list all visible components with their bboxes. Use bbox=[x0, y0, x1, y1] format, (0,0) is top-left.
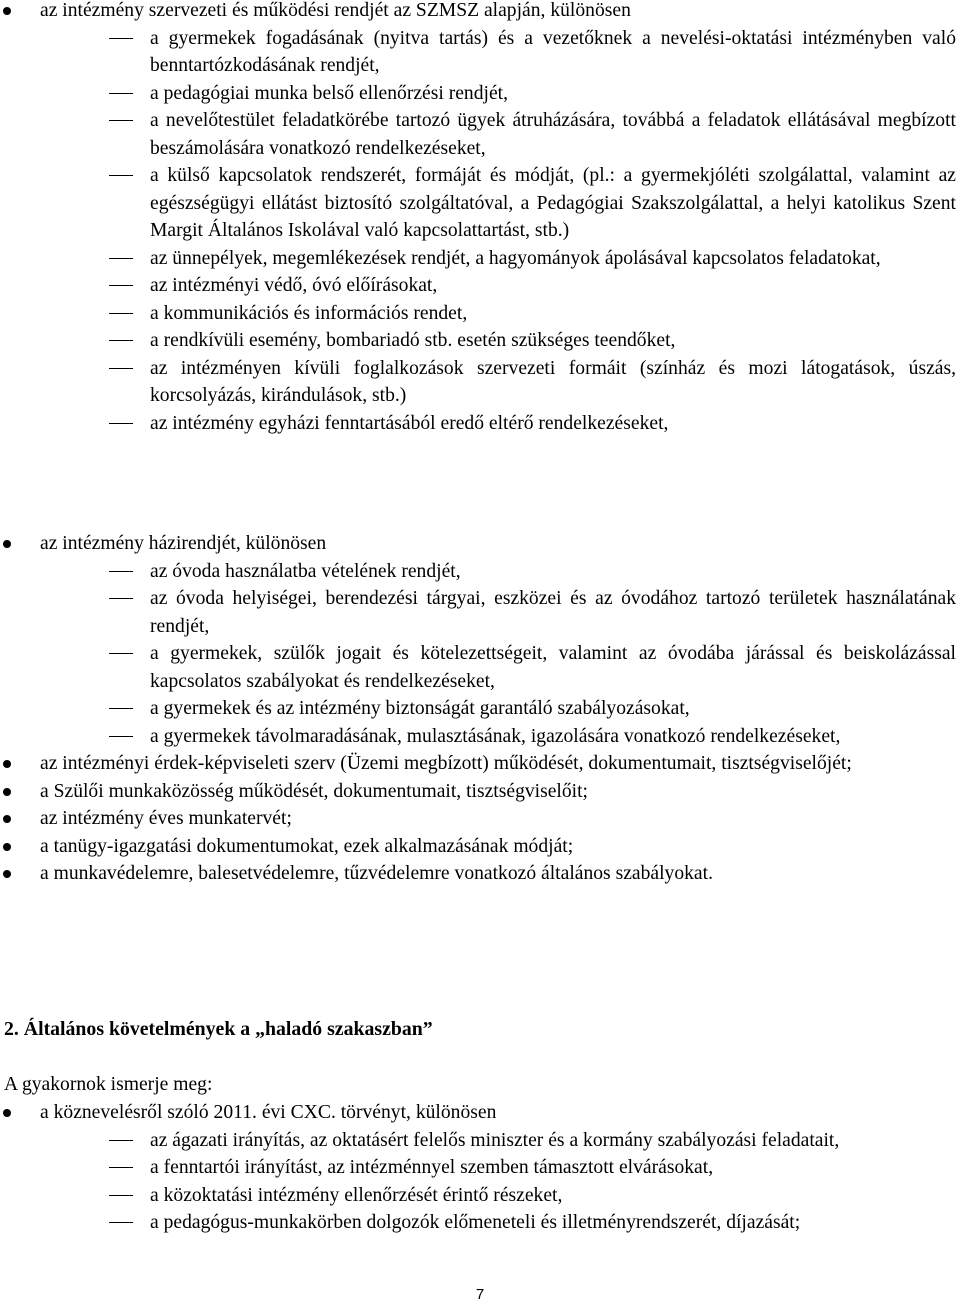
dash-text: a rendkívüli esemény, bombariadó stb. esetén szükséges teendőket, bbox=[150, 330, 676, 351]
bullet-text: az intézmény szervezeti és működési rendjét az SZMSZ alapján, különösen bbox=[40, 0, 631, 21]
bullet-item bbox=[0, 805, 960, 833]
bullet-icon bbox=[3, 1109, 11, 1117]
dash-item bbox=[0, 723, 960, 751]
bullet-item bbox=[0, 750, 960, 778]
dash-text: az intézményi védő, óvó előírásokat, bbox=[150, 275, 438, 296]
page-number: 7 bbox=[475, 1286, 485, 1303]
dash-text: az óvoda használatba vételének rendjét, bbox=[150, 560, 461, 582]
dash-icon bbox=[109, 285, 133, 286]
dash-text: a gyermekek és az intézmény biztonságát garantáló szabályozásokat, bbox=[150, 698, 690, 719]
dash-icon bbox=[109, 653, 133, 654]
dash-item bbox=[0, 558, 960, 586]
dash-item bbox=[0, 327, 960, 355]
dash-item bbox=[0, 245, 960, 273]
dash-icon bbox=[109, 340, 133, 341]
dash-icon bbox=[109, 38, 133, 39]
dash-icon bbox=[109, 423, 133, 424]
dash-text: a pedagógiai munka belső ellenőrzési rendjét, bbox=[150, 82, 508, 104]
dash-icon bbox=[109, 1167, 133, 1168]
dash-text: a fenntartói irányítást, az intézménnyel szemben támasztott elvárásokat, bbox=[150, 1157, 714, 1178]
dash-icon bbox=[109, 736, 133, 737]
intro-text: A gyakornok ismerje meg: bbox=[4, 1074, 213, 1095]
bullet-icon bbox=[3, 788, 11, 796]
dash-text: az óvoda helyiségei, berendezési tárgyai, eszközei és az óvodához tartozó területek használatának rendjét, bbox=[150, 588, 956, 637]
dash-icon bbox=[109, 708, 133, 709]
bullet-text: a tanügy-igazgatási dokumentumokat, ezek alkalmazásának módját; bbox=[40, 835, 574, 857]
dash-icon bbox=[109, 93, 133, 94]
dash-item bbox=[0, 410, 960, 438]
dash-item bbox=[0, 585, 960, 640]
dash-text: a gyermekek távolmaradásának, mulasztásának, igazolására vonatkozó rendelkezéseket, bbox=[150, 725, 841, 747]
dash-text: a kommunikációs és információs rendet, bbox=[150, 302, 468, 324]
dash-item bbox=[0, 300, 960, 328]
bullet-icon bbox=[3, 870, 11, 878]
dash-item bbox=[0, 355, 960, 410]
dash-text: az ünnepélyek, megemlékezések rendjét, a hagyományok ápolásával kapcsolatos feladatokat, bbox=[150, 247, 881, 269]
bullet-text: az intézmény éves munkatervét; bbox=[40, 808, 292, 829]
dash-icon bbox=[109, 175, 133, 176]
dash-text: az intézményen kívüli foglalkozások szervezeti formáit (színház és mozi látogatások, úszás, korcsolyázás, kirándulások, stb.) bbox=[150, 357, 956, 406]
dash-item bbox=[0, 1209, 960, 1237]
section-szmsz bbox=[0, 0, 960, 437]
bullet-item bbox=[0, 1099, 960, 1127]
dash-icon bbox=[109, 1222, 133, 1223]
dash-item bbox=[0, 162, 960, 245]
bullet-icon bbox=[3, 843, 11, 851]
bullet-item bbox=[0, 860, 960, 888]
bullet-text: a Szülői munkaközösség működését, dokumentumait, tisztségviselőit; bbox=[40, 780, 589, 802]
dash-icon bbox=[109, 258, 133, 259]
dash-icon bbox=[109, 1140, 133, 1141]
dash-text: az ágazati irányítás, az oktatásért felelős miniszter és a kormány szabályozási feladatait, bbox=[150, 1129, 840, 1151]
dash-item bbox=[0, 272, 960, 300]
bullet-item bbox=[0, 833, 960, 861]
dash-item bbox=[0, 80, 960, 108]
dash-icon bbox=[109, 120, 133, 121]
bullet-text: az intézményi érdek-képviseleti szerv (Üzemi megbízott) működését, dokumentumait, tisztségviselőjét; bbox=[40, 753, 852, 774]
dash-text: a nevelőtestület feladatkörébe tartozó ügyek átruházására, továbbá a feladatok ellátásával megbízott beszámolására vonatkozó rendelkezéseket, bbox=[150, 110, 956, 159]
bullet-item bbox=[0, 530, 960, 558]
dash-item bbox=[0, 25, 960, 80]
dash-text: a gyermekek fogadásának (nyitva tartás) és a vezetőknek a nevelési-oktatási intézményben való benntartózkodásának rendjét, bbox=[150, 27, 956, 76]
bullet-text: a köznevelésről szóló 2011. évi CXC. törvényt, különösen bbox=[40, 1102, 497, 1123]
dash-item bbox=[0, 1182, 960, 1210]
dash-icon bbox=[109, 598, 133, 599]
section-koznevelesi-torveny bbox=[0, 1099, 960, 1237]
section-heading: 2. Általános követelmények a „haladó szakaszban” bbox=[4, 1018, 433, 1040]
dash-item bbox=[0, 1127, 960, 1155]
dash-icon bbox=[109, 368, 133, 369]
bullet-item bbox=[0, 778, 960, 806]
bullet-icon bbox=[3, 540, 11, 548]
bullet-icon bbox=[3, 760, 11, 768]
dash-item bbox=[0, 640, 960, 695]
dash-item bbox=[0, 107, 960, 162]
dash-text: a külső kapcsolatok rendszerét, formáját és módját, (pl.: a gyermekjóléti szolgálattal, valamint az egészségügyi ellátást biztosító szolgáltatóval, a Pedagógiai Szakszolgálattal, a helyi katolikus Szent Margit Általános Iskolával való kapcsolattartást, stb.) bbox=[150, 165, 956, 241]
bullet-item bbox=[0, 0, 960, 25]
bullet-icon bbox=[3, 7, 11, 15]
dash-icon bbox=[109, 571, 133, 572]
section-hazirend bbox=[0, 530, 960, 888]
dash-item bbox=[0, 1154, 960, 1182]
dash-text: a gyermekek, szülők jogait és kötelezettségeit, valamint az óvodába járással és beiskolázással kapcsolatos szabályokat és rendelkezéseket, bbox=[150, 643, 956, 692]
dash-text: az intézmény egyházi fenntartásából eredő eltérő rendelkezéseket, bbox=[150, 412, 669, 434]
bullet-text: az intézmény házirendjét, különösen bbox=[40, 533, 327, 554]
dash-icon bbox=[109, 313, 133, 314]
bullet-icon bbox=[3, 815, 11, 823]
dash-icon bbox=[109, 1195, 133, 1196]
dash-text: a közoktatási intézmény ellenőrzését érintő részeket, bbox=[150, 1184, 563, 1206]
bullet-text: a munkavédelemre, balesetvédelemre, tűzvédelemre vonatkozó általános szabályokat. bbox=[40, 863, 713, 884]
dash-item bbox=[0, 695, 960, 723]
dash-text: a pedagógus-munkakörben dolgozók előmeneteli és illetményrendszerét, díjazását; bbox=[150, 1212, 801, 1233]
